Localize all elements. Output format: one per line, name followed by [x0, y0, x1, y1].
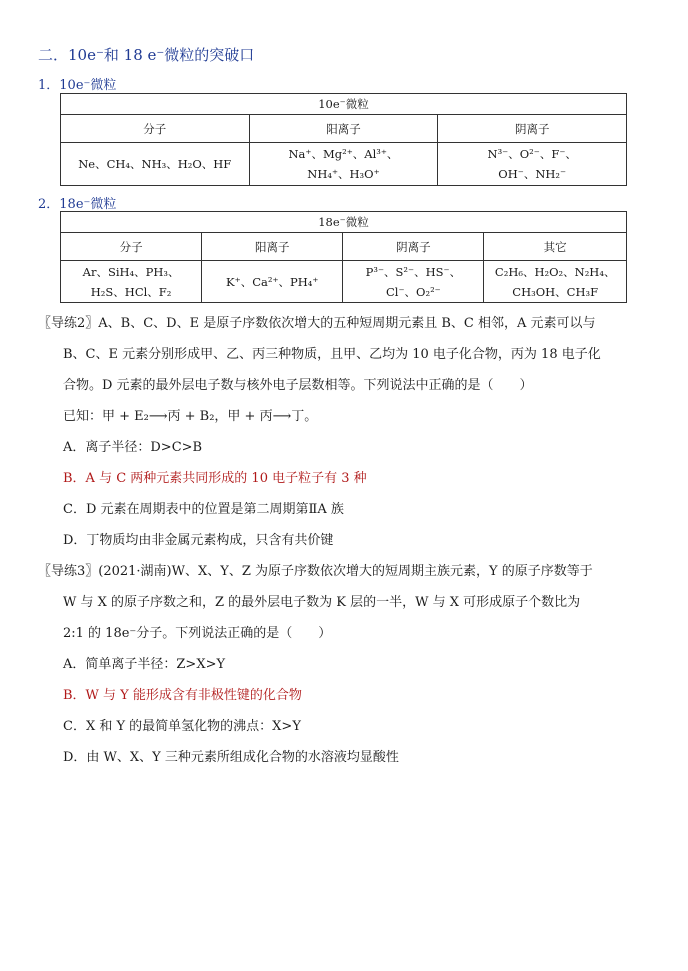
part1-heading: 1．10e⁻微粒	[38, 78, 117, 93]
section-title: 二．10e⁻和 18 e⁻微粒的突破口	[38, 46, 255, 64]
table-18e	[60, 211, 627, 303]
q3-line2: W 与 X 的原子序数之和，Z 的最外层电子数为 K 层的一半，W 与 X 可形成原子个数比为	[63, 595, 581, 610]
table-18e-header-cation: 阳离子	[202, 233, 343, 261]
table-18e-header-other: 其它	[484, 233, 627, 261]
q2-line1: 〖导练2〗A、B、C、D、E 是原子序数依次增大的五种短周期元素且 B、C 相邻，A 元素可以与	[38, 316, 596, 331]
table-10e	[60, 93, 627, 186]
q2-option-b: B．A 与 C 两种元素共同形成的 10 电子粒子有 3 种	[63, 471, 367, 486]
table-10e-header-cation: 阳离子	[249, 115, 438, 143]
q3-option-c: C．X 和 Y 的最简单氢化物的沸点：X>Y	[63, 719, 301, 734]
q3-option-a: A．简单离子半径：Z>X>Y	[63, 657, 226, 672]
table-18e-others: C₂H₆、H₂O₂、N₂H₄、 CH₃OH、CH₃F	[484, 261, 627, 303]
table-10e-title: 10e⁻微粒	[61, 94, 627, 115]
table-18e-header-molecule: 分子	[61, 233, 202, 261]
q2-line3: 合物。D 元素的最外层电子数与核外电子层数相等。下列说法中正确的是（ ）	[63, 378, 533, 393]
table-10e-header-molecule: 分子	[61, 115, 250, 143]
q2-option-a: A．离子半径：D>C>B	[63, 440, 203, 455]
table-18e-header-anion: 阴离子	[343, 233, 484, 261]
table-18e-molecules: Ar、SiH₄、PH₃、 H₂S、HCl、F₂	[61, 261, 202, 303]
q3-option-d: D．由 W、X、Y 三种元素所组成化合物的水溶液均显酸性	[63, 750, 399, 765]
q3-option-b: B．W 与 Y 能形成含有非极性键的化合物	[63, 688, 302, 703]
q3-line3: 2:1 的 18e⁻分子。下列说法正确的是（ ）	[63, 626, 332, 641]
table-10e-header-anion: 阴离子	[438, 115, 627, 143]
q2-line2: B、C、E 元素分别形成甲、乙、丙三种物质，且甲、乙均为 10 电子化合物，丙为 18 电子化	[63, 347, 601, 362]
table-18e-cations: K⁺、Ca²⁺、PH₄⁺	[202, 261, 343, 303]
table-10e-anions: N³⁻、O²⁻、F⁻、 OH⁻、NH₂⁻	[438, 143, 627, 186]
q2-option-d: D．丁物质均由非金属元素构成，只含有共价键	[63, 533, 334, 548]
table-18e-anions: P³⁻、S²⁻、HS⁻、 Cl⁻、O₂²⁻	[343, 261, 484, 303]
part2-heading: 2．18e⁻微粒	[38, 197, 117, 212]
table-10e-cations: Na⁺、Mg²⁺、Al³⁺、 NH₄⁺、H₃O⁺	[249, 143, 438, 186]
q2-given: 已知：甲 + E₂⟶丙 + B₂，甲 + 丙⟶丁。	[63, 409, 318, 424]
q2-option-c: C．D 元素在周期表中的位置是第二周期第ⅡA 族	[63, 502, 344, 517]
table-10e-molecules: Ne、CH₄、NH₃、H₂O、HF	[61, 143, 250, 186]
q3-line1: 〖导练3〗(2021·湖南)W、X、Y、Z 为原子序数依次增大的短周期主族元素，Y 的原子序数等于	[38, 564, 593, 579]
table-18e-title: 18e⁻微粒	[61, 212, 627, 233]
